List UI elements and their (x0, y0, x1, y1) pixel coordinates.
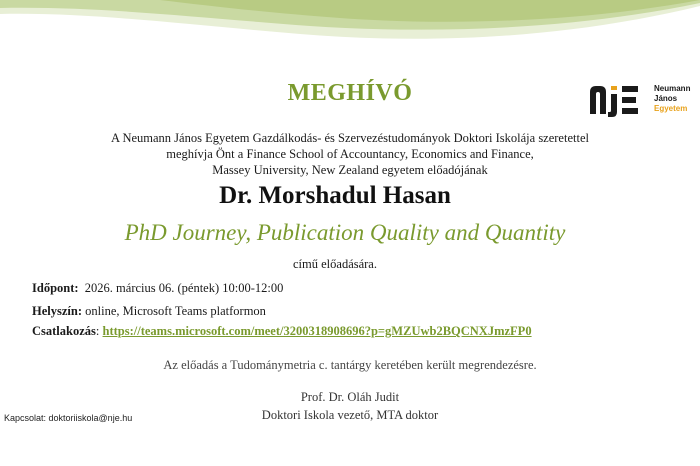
place-row (32, 304, 266, 319)
logo-line-1: Neumann (654, 84, 691, 93)
intro-line-2: meghívja Önt a Finance School of Accountancy, Economics and Finance, (166, 147, 534, 161)
nje-logo-icon (588, 82, 650, 118)
talk-title: PhD Journey, Publication Quality and Quantity (124, 220, 566, 245)
university-logo (588, 80, 700, 120)
logo-line-3: Egyetem (654, 104, 688, 113)
intro-line-3: Massey University, New Zealand egyetem előadójának (212, 163, 488, 177)
time-row (32, 281, 283, 296)
invitation-title: MEGHÍVÓ (287, 80, 413, 106)
signature-role: Doktori Iskola vezető, MTA doktor (261, 408, 439, 422)
contact-email: Kapcsolat: doktoriiskola@nje.hu (4, 413, 133, 423)
talk-suffix: című előadására. (293, 257, 377, 271)
speaker-name: Dr. Morshadul Hasan (219, 182, 451, 209)
time-label: Időpont: (32, 281, 79, 295)
join-row (32, 324, 532, 339)
signature-name: Prof. Dr. Oláh Judit (300, 390, 400, 404)
logo-line-2: János (654, 94, 678, 103)
intro-line-1: A Neumann János Egyetem Gazdálkodás- és Szervezéstudományok Doktori Iskolája szeretettel (111, 131, 589, 145)
teams-meeting-link[interactable]: https://teams.microsoft.com/meet/3200318908696?p=gMZUwb2BQCNXJmzFP0 (102, 324, 532, 338)
time-value: 2026. március 06. (péntek) 10:00-12:00 (84, 281, 284, 295)
place-value: online, Microsoft Teams platformon (85, 304, 266, 318)
place-label: Helyszín: (32, 304, 82, 318)
logo-wordmark (654, 84, 690, 114)
course-note: Az előadás a Tudománymetria c. tantárgy keretében került megrendezésre. (163, 358, 537, 372)
join-label: Csatlakozás (32, 324, 96, 338)
intro-paragraph (30, 130, 670, 178)
header-wave-decoration (0, 0, 700, 60)
join-separator: : (95, 324, 100, 338)
